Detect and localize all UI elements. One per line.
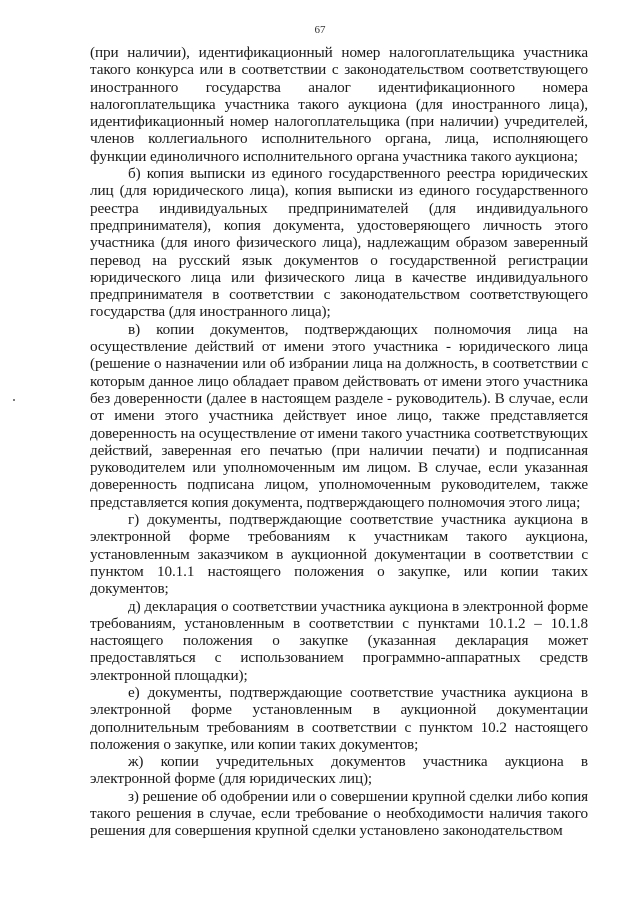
document-body [90,44,588,840]
paragraph-continuation: (при наличии), идентификационный номер налогоплательщика участника такого конкурса или в соответствии с законодательством соответствующего иностранного государства аналог идентификационного номера налогоплательщика участника такого аукциона (для иностранного лица), идентификационный номер налогоплательщика (при наличии) учредителей, членов коллегиального исполнительного органа, лица, исполняющего функции единоличного исполнительного органа участника такого аукциона; [90,44,588,165]
paragraph-d: д) декларация о соответствии участника аукциона в электронной форме требованиям, установленным в соответствии с пунктами 10.1.2 – 10.1.8 настоящего положения о закупке (указанная декларация может предоставляться с использованием программно-аппаратных средств электронной площадки); [90,597,588,684]
paragraph-z: з) решение об одобрении или о совершении крупной сделки либо копия такого решения в случае, если требование о необходимости наличия такого решения для совершения крупной сделки установлено законодательством [90,787,588,840]
page-number: 67 [314,24,326,36]
paragraph-g: г) документы, подтверждающие соответствие участника аукциона в электронной форме требованиям к участникам такого аукциона, установленным заказчиком в аукционной документации в соответствии с пунктом 10.1.1 настоящего положения о закупке, или копии таких документов; [90,511,588,598]
scan-speck [13,399,15,401]
paragraph-v: в) копии документов, подтверждающих полномочия лица на осуществление действий от имени этого участника - юридического лица (решение о назначении или об избрании лица на должность, в соответствии с которым данное лицо обладает правом действовать от имени этого участника без доверенности (далее в настоящем разделе - руководитель). В случае, если от имени этого участника действует иное лицо, также представляется доверенность на осуществление от имени такого участника соответствующих действий, заверенная его печатью (при наличии печати) и подписанная руководителем или уполномоченным им лицом. В случае, если указанная доверенность подписана лицом, уполномоченным руководителем, также представляется копия документа, подтверждающего полномочия этого лица; [90,320,588,511]
paragraph-e: е) документы, подтверждающие соответствие участника аукциона в электронной форме установленным в аукционной документации дополнительным требованиям в соответствии с пунктом 10.2 настоящего положения о закупке, или копии таких документов; [90,683,588,753]
paragraph-b: б) копия выписки из единого государственного реестра юридических лиц (для юридического лица), копия выписки из единого государственного реестра индивидуальных предпринимателей (для индивидуального предпринимателя), копия документа, удостоверяющего личность этого участника (для иного физического лица), надлежащим образом заверенный перевод на русский язык документов о государственной регистрации юридического лица или физического лица в качестве индивидуального предпринимателя в соответствии с законодательством соответствующего государства (для иностранного лица); [90,165,588,321]
paragraph-zh: ж) копии учредительных документов участника аукциона в электронной форме (для юридических лиц); [90,753,588,788]
